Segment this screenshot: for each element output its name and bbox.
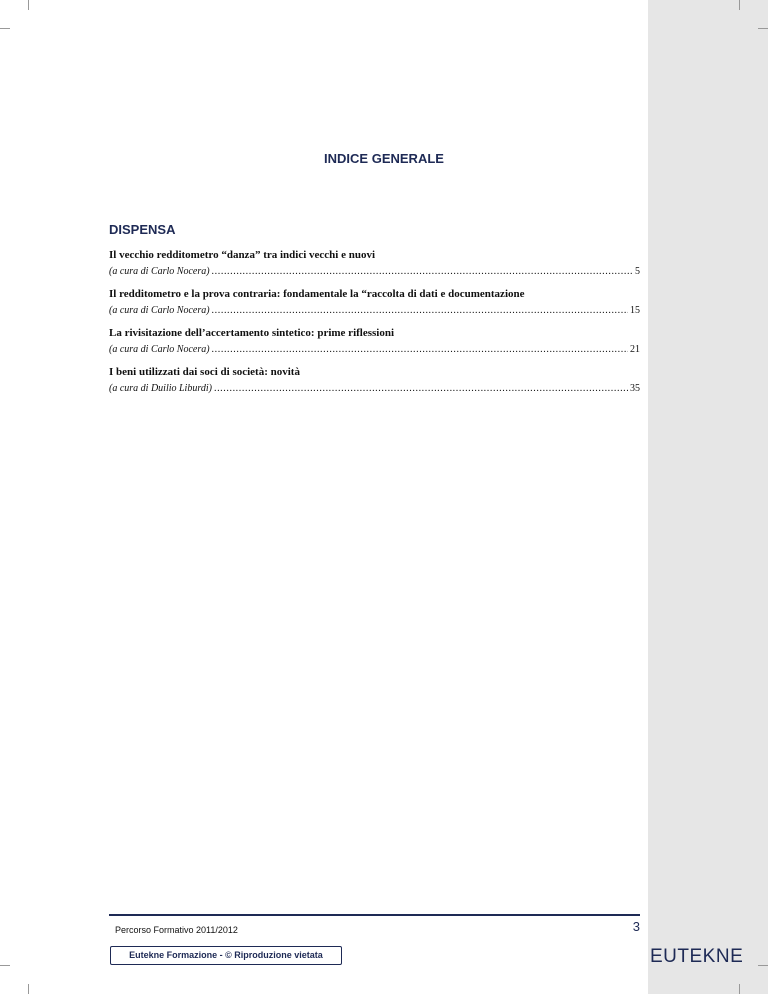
- crop-mark-top-right: [739, 0, 740, 10]
- footer-divider: [109, 914, 640, 916]
- section-title: DISPENSA: [109, 222, 176, 237]
- side-band: [648, 0, 768, 994]
- toc-entry-page: 15: [630, 305, 640, 316]
- table-of-contents: [109, 248, 640, 404]
- crop-mark-bottom-right: [739, 984, 740, 994]
- toc-entry-page: 35: [630, 383, 640, 394]
- crop-mark-bottom-left-h: [0, 965, 10, 966]
- leader-dots: [212, 264, 633, 279]
- crop-mark-top-left-h: [0, 28, 10, 29]
- toc-entry-author: (a cura di Duilio Liburdi): [109, 383, 212, 394]
- toc-entry-title: La rivisitazione dell’accertamento sintetico: prime riflessioni: [109, 327, 395, 339]
- toc-entry-author: (a cura di Carlo Nocera): [109, 266, 210, 277]
- page-number: 3: [632, 919, 640, 934]
- toc-entry-title: I beni utilizzati dai soci di società: novità: [109, 366, 300, 378]
- toc-entry-title: Il redditometro e la prova contraria: fondamentale la “raccolta di dati e documentazione: [109, 288, 525, 300]
- toc-entry-author: (a cura di Carlo Nocera): [109, 305, 210, 316]
- leader-dots: [214, 381, 628, 396]
- toc-entry-line: [109, 381, 640, 396]
- crop-mark-top-left: [28, 0, 29, 10]
- toc-entry-line: [109, 264, 640, 279]
- eutekne-logo: EUTEKNE: [650, 946, 744, 967]
- toc-entry-page: 5: [635, 266, 640, 277]
- page-title: INDICE GENERALE: [324, 151, 444, 166]
- toc-entry[interactable]: [109, 287, 640, 318]
- toc-entry[interactable]: [109, 365, 640, 396]
- leader-dots: [212, 303, 628, 318]
- toc-entry-title: Il vecchio redditometro “danza” tra indici vecchi e nuovi: [109, 249, 376, 261]
- crop-mark-bottom-left: [28, 984, 29, 994]
- leader-dots: [212, 342, 628, 357]
- toc-entry-page: 21: [630, 344, 640, 355]
- toc-entry-author: (a cura di Carlo Nocera): [109, 344, 210, 355]
- footer-course-label: Percorso Formativo 2011/2012: [115, 925, 238, 935]
- toc-entry[interactable]: [109, 326, 640, 357]
- toc-entry[interactable]: [109, 248, 640, 279]
- copyright-notice: Eutekne Formazione - © Riproduzione vietata: [110, 946, 342, 965]
- toc-entry-line: [109, 303, 640, 318]
- crop-mark-top-right-h: [758, 28, 768, 29]
- toc-entry-line: [109, 342, 640, 357]
- crop-mark-bottom-right-h: [758, 965, 768, 966]
